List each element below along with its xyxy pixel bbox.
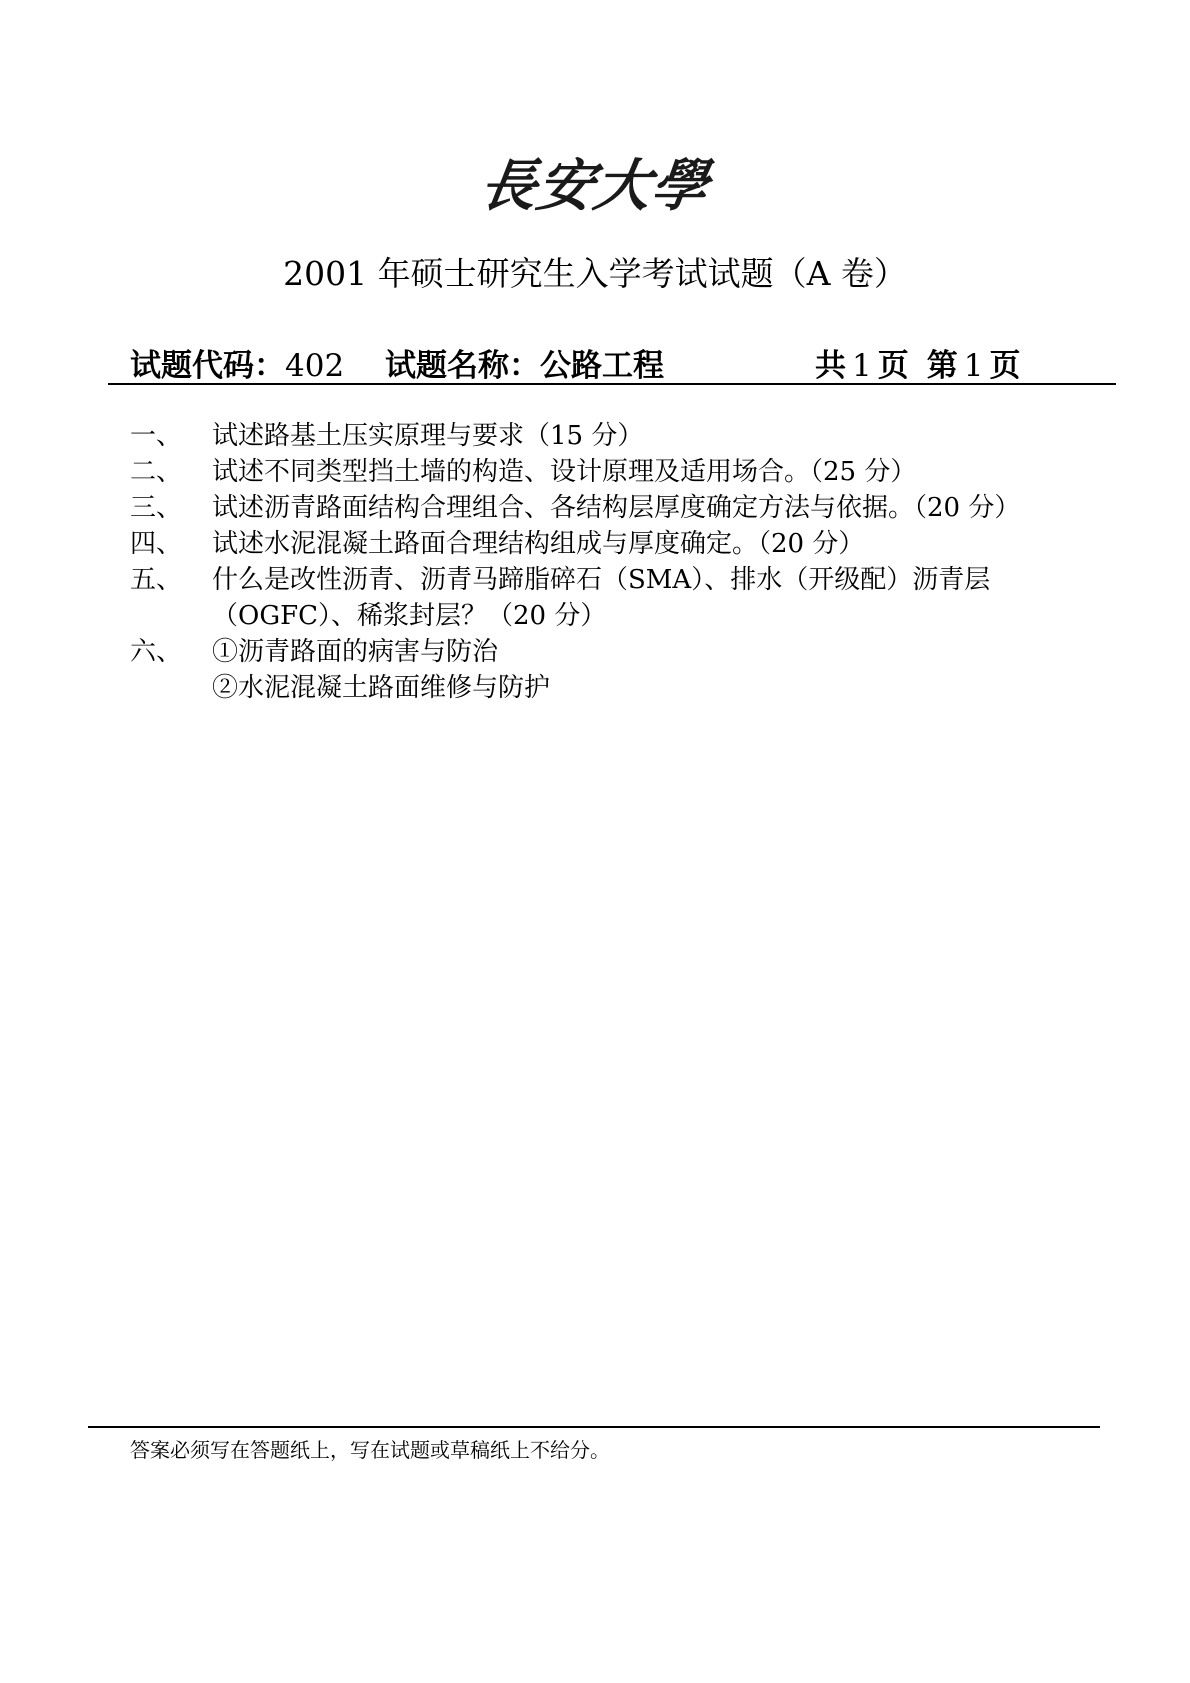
question-item <box>0 454 1190 490</box>
footer-rule <box>88 1426 1100 1428</box>
exam-title: 2001 年硕士研究生入学考试试题（A 卷） <box>283 254 907 293</box>
total-pages-suffix: 页 <box>877 348 909 384</box>
question-number: 五、 <box>130 565 183 595</box>
exam-header <box>0 346 1190 386</box>
current-page-suffix: 页 <box>989 348 1021 384</box>
page-count <box>815 346 1020 386</box>
question-text: ①沥青路面的病害与防治 <box>212 637 499 667</box>
question-text: ②水泥混凝土路面维修与防护 <box>212 673 551 703</box>
current-page-prefix: 第 <box>926 348 958 384</box>
question-number: 四、 <box>130 529 183 559</box>
university-logo <box>475 140 714 224</box>
header-rule <box>108 383 1116 385</box>
question-item <box>0 526 1190 562</box>
current-page: 1 <box>963 348 984 384</box>
question-text: 试述水泥混凝土路面合理结构组成与厚度确定。（20 分） <box>212 529 865 559</box>
question-text: 试述不同类型挡土墙的构造、设计原理及适用场合。（25 分） <box>212 457 917 487</box>
question-item-continuation <box>0 670 1190 706</box>
exam-subject <box>385 346 664 386</box>
exam-code <box>130 346 344 386</box>
question-text: （OGFC）、稀浆封层？（20 分） <box>212 601 607 631</box>
question-item <box>0 490 1190 526</box>
exam-subject-label: 试题名称： <box>385 348 540 384</box>
question-number: 三、 <box>130 493 183 523</box>
question-item <box>0 634 1190 670</box>
logo-text: 長安大學 <box>475 153 714 219</box>
question-item <box>0 562 1190 598</box>
question-item-continuation <box>0 598 1190 634</box>
question-list <box>0 418 1190 706</box>
exam-subject-value: 公路工程 <box>540 348 664 384</box>
question-text: 什么是改性沥青、沥青马蹄脂碎石（SMA）、排水（开级配）沥青层 <box>212 565 991 595</box>
question-number: 六、 <box>130 637 183 667</box>
question-number: 二、 <box>130 457 183 487</box>
total-pages: 1 <box>852 348 872 384</box>
question-number: 一、 <box>130 421 183 451</box>
question-text: 试述路基土压实原理与要求（15 分） <box>212 421 644 451</box>
exam-code-label: 试题代码： <box>130 348 285 384</box>
total-pages-prefix: 共 <box>815 348 846 384</box>
footer-note: 答案必须写在答题纸上，写在试题或草稿纸上不给分。 <box>130 1438 610 1462</box>
exam-code-value: 402 <box>285 348 345 384</box>
question-item <box>0 418 1190 454</box>
question-text: 试述沥青路面结构合理组合、各结构层厚度确定方法与依据。（20 分） <box>212 493 1021 523</box>
